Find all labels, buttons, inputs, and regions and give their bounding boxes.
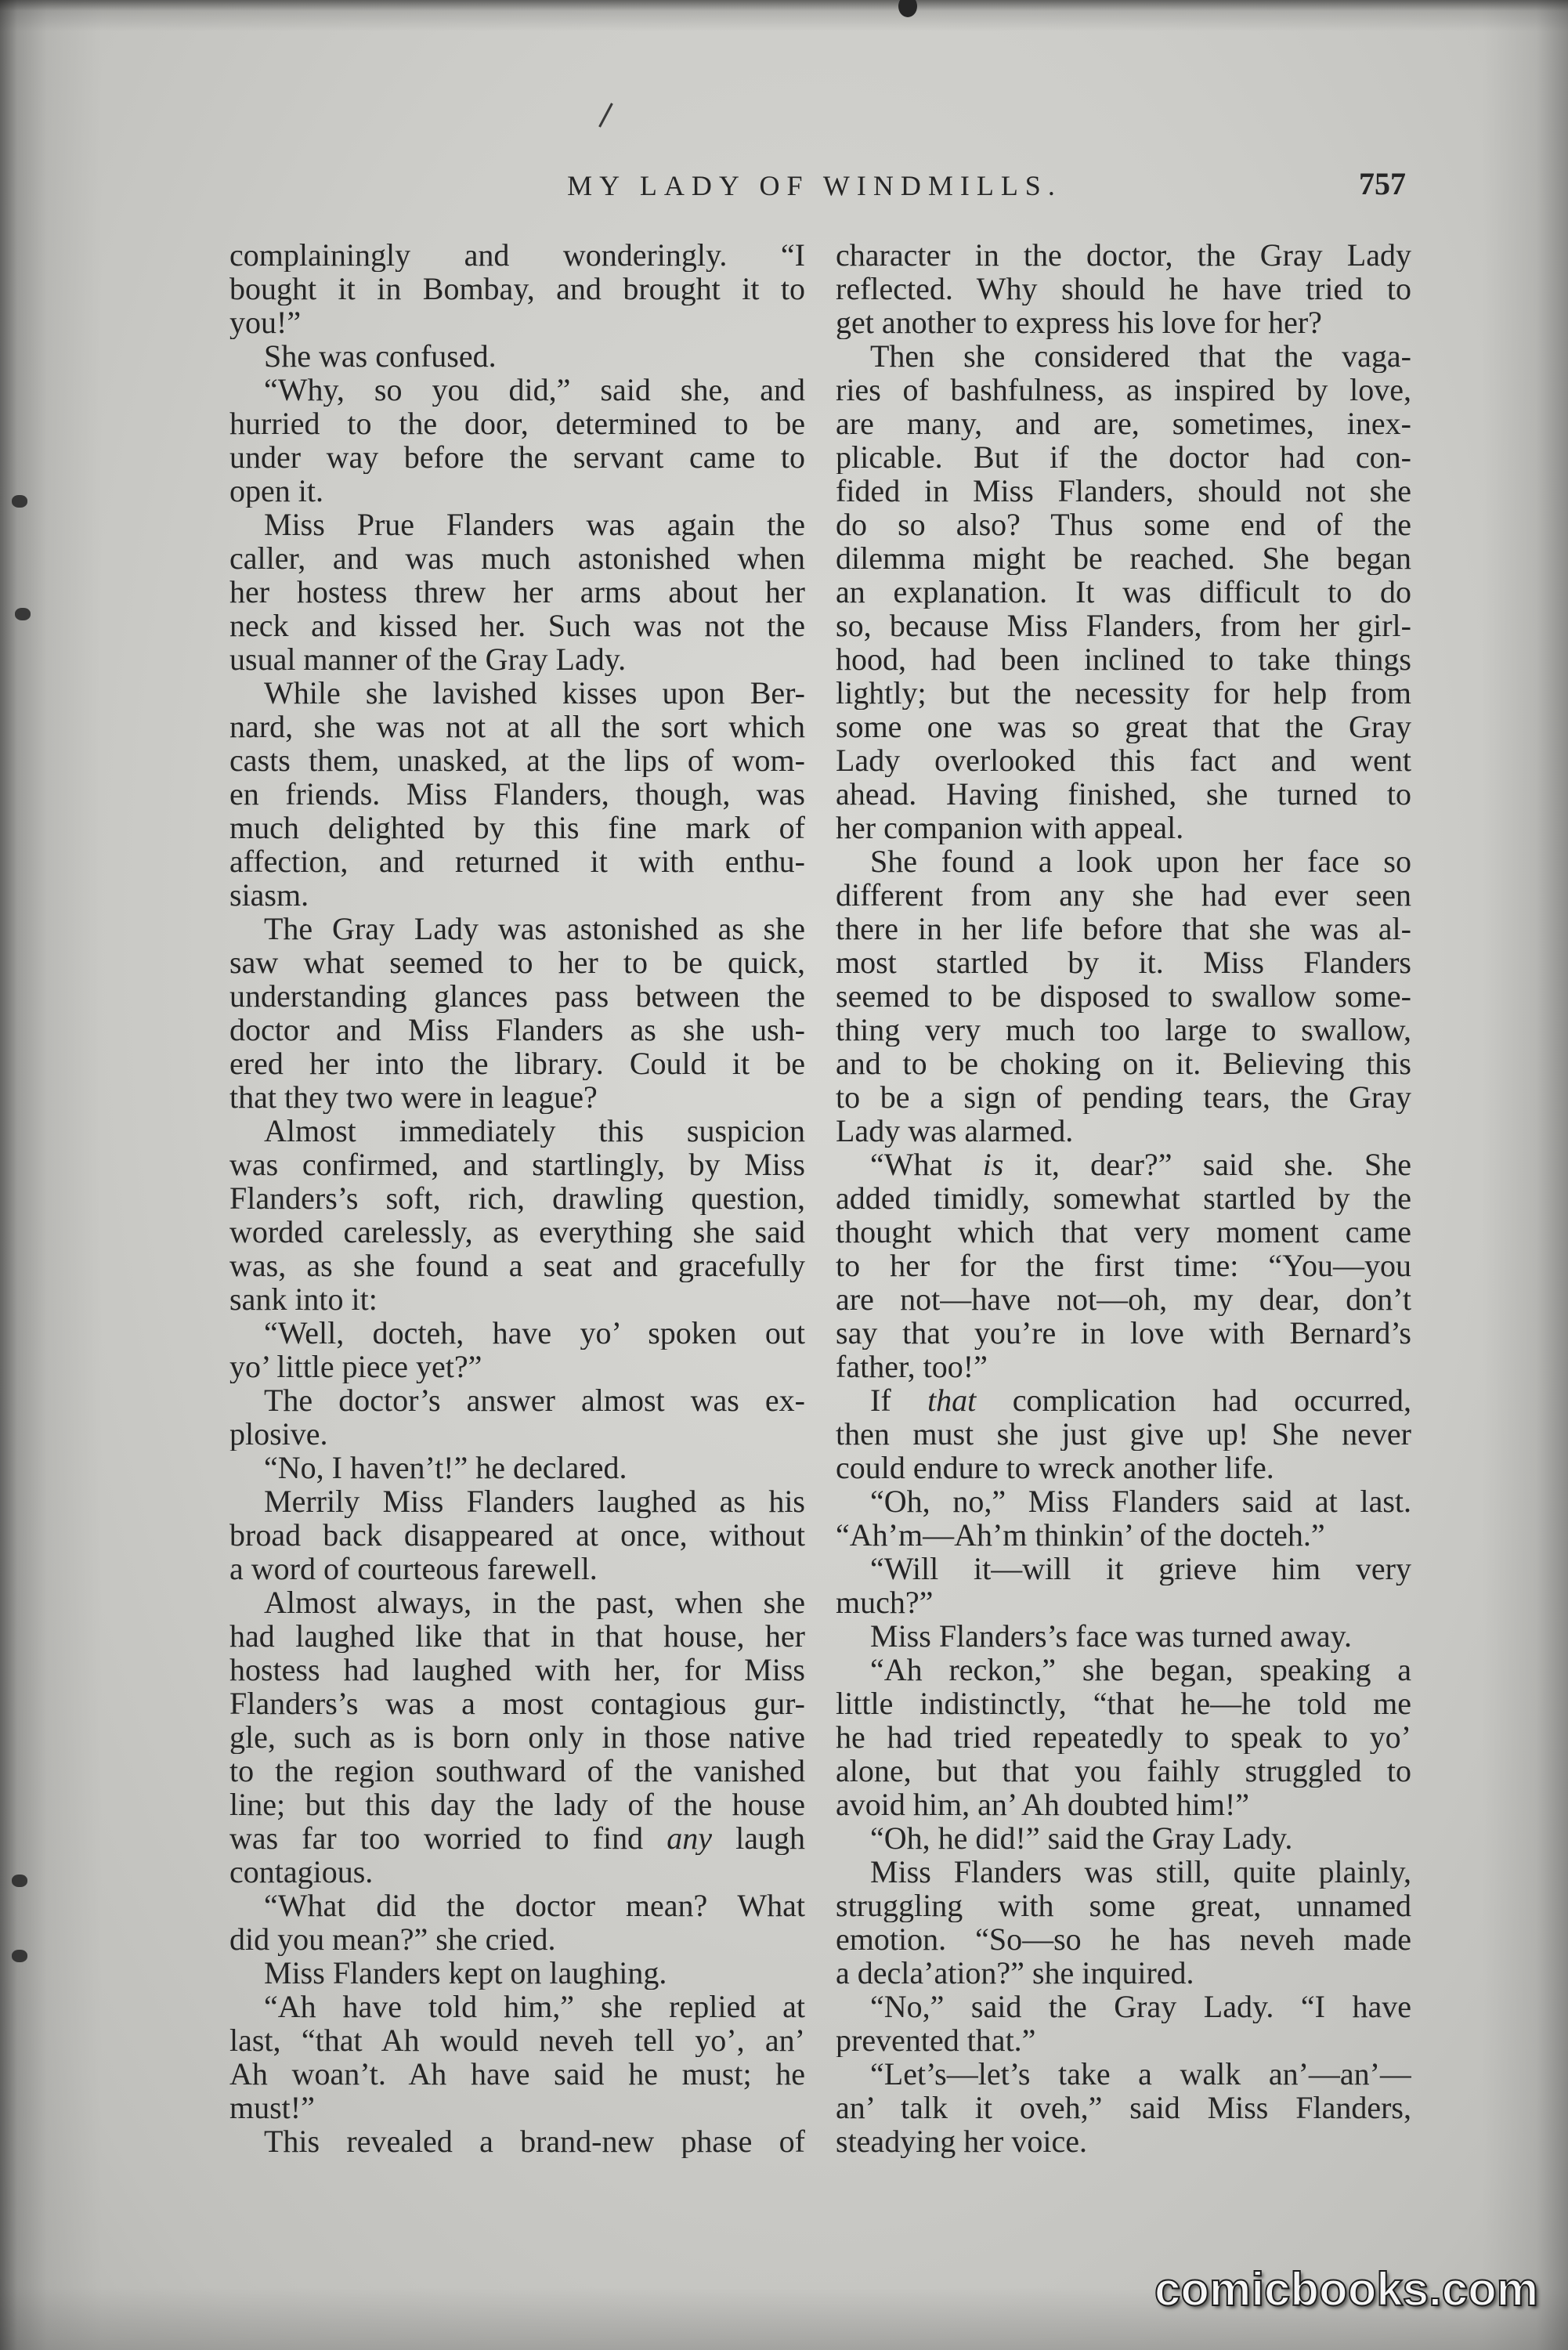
text-line: so, because Miss Flanders, from her girl- [836, 609, 1411, 642]
text-line: was confirmed, and startlingly, by Miss [229, 1148, 805, 1181]
text-line: neck and kissed her. Such was not the [229, 609, 805, 642]
text-line: “Oh, he did!” said the Gray Lady. [870, 1821, 1293, 1855]
text-line: some one was so great that the Gray [836, 710, 1411, 743]
text-line: en friends. Miss Flanders, though, was [229, 777, 805, 811]
text-line: added timidly, somewhat startled by the [836, 1181, 1411, 1215]
text-line: Merrily Miss Flanders laughed as his [264, 1484, 805, 1518]
paragraph [229, 2124, 805, 2158]
text-line: an’ talk it oveh,” said Miss Flanders, [836, 2091, 1411, 2124]
paragraph [229, 1383, 805, 1451]
text-line: hurried to the door, determined to be [229, 407, 805, 440]
text-line: a word of courteous farewell. [229, 1552, 598, 1585]
text-line: character in the doctor, the Gray Lady [836, 238, 1411, 272]
text-line: did you mean?” she cried. [229, 1922, 556, 1956]
paragraph [836, 1821, 1411, 1855]
text-line: saw what seemed to her to be quick, [229, 945, 805, 979]
text-line [229, 1821, 805, 1855]
text-segment: was far too worried to find [229, 1821, 667, 1855]
paragraph [229, 1585, 805, 1889]
text-line: and to be choking on it. Believing this [836, 1047, 1411, 1080]
paragraph [836, 1990, 1411, 2057]
text-line: nard, she was not at all the sort which [229, 710, 805, 743]
running-title: MY LADY OF WINDMILLS. [567, 170, 1062, 201]
text-line: open it. [229, 474, 323, 508]
text-line: worded carelessly, as everything she said [229, 1215, 805, 1249]
text-line: her companion with appeal. [836, 811, 1184, 844]
text-line: lightly; but the necessity for help from [836, 676, 1411, 710]
text-line: steadying her voice. [836, 2124, 1087, 2158]
text-line: Then she considered that the vaga- [870, 339, 1411, 373]
text-line: struggling with some great, unnamed [836, 1889, 1411, 1922]
paragraph [229, 1451, 805, 1484]
text-line: ahead. Having finished, she turned to [836, 777, 1411, 811]
text-line: there in her life before that she was al- [836, 912, 1411, 945]
text-line: thing very much too large to swallow, [836, 1013, 1411, 1047]
text-line: to the region southward of the vanished [229, 1754, 805, 1788]
paragraph [836, 1653, 1411, 1821]
page-edge-notch [898, 0, 917, 17]
text-line: that they two were in league? [229, 1080, 598, 1114]
paragraph [836, 238, 1411, 339]
binding-hole-mark [15, 608, 31, 620]
page-number: 757 [1359, 166, 1406, 201]
text-line: “Ah’m—Ah’m thinkin’ of the docteh.” [836, 1518, 1325, 1552]
text-line: get another to express his love for her? [836, 306, 1322, 339]
italic-word: any [667, 1821, 713, 1855]
text-line: sank into it: [229, 1282, 378, 1316]
text-line: much delighted by this fine mark of [229, 811, 805, 844]
text-line: Lady overlooked this fact and went [836, 743, 1411, 777]
text-line: Flanders’s was a most contagious gur- [229, 1687, 805, 1720]
text-line: dilemma might be reached. She began [836, 541, 1411, 575]
text-line: “Ah reckon,” she began, speaking a [870, 1653, 1411, 1687]
text-line: “Let’s—let’s take a walk an’—an’— [870, 2057, 1411, 2091]
text-line: much?” [836, 1585, 934, 1619]
paragraph [229, 1114, 805, 1316]
italic-word: that [927, 1383, 977, 1417]
text-line: Flanders’s soft, rich, drawling question, [229, 1181, 805, 1215]
text-line: “Why, so you did,” said she, and [264, 373, 805, 407]
text-line: to her for the first time: “You—you [836, 1249, 1411, 1282]
text-line: plosive. [229, 1417, 328, 1451]
paragraph [229, 373, 805, 508]
text-line: an explanation. It was difficult to do [836, 575, 1411, 609]
text-line: Ah woan’t. Ah have said he must; he [229, 2057, 805, 2091]
text-line: are many, and are, sometimes, inex- [836, 407, 1411, 440]
text-line: “Ah have told him,” she replied at [264, 1990, 805, 2023]
text-line: had laughed like that in that house, her [229, 1619, 805, 1653]
text-line [836, 1148, 1411, 1181]
watermark-logo: comicbooks.com [1154, 2263, 1539, 2316]
text-segment: If [870, 1383, 928, 1417]
text-line: usual manner of the Gray Lady. [229, 642, 627, 676]
text-line: broad back disappeared at once, without [229, 1518, 805, 1552]
text-line: he had tried repeatedly to speak to yo’ [836, 1720, 1411, 1754]
paragraph [229, 676, 805, 912]
text-line: her hostess threw her arms about her [229, 575, 805, 609]
paragraph [836, 1619, 1411, 1653]
text-line: Almost immediately this suspicion [264, 1114, 805, 1148]
text-line: complainingly and wonderingly. “I [229, 238, 805, 272]
text-line: father, too!” [836, 1350, 988, 1383]
text-segment: “What [870, 1148, 983, 1181]
paragraph [836, 1148, 1411, 1383]
text-line: “No, I haven’t!” he declared. [264, 1451, 627, 1484]
paragraph [836, 2057, 1411, 2158]
text-line: a decla’ation?” she inquired. [836, 1956, 1194, 1990]
text-line: affection, and returned it with enthu- [229, 844, 805, 878]
text-line: “What did the doctor mean? What [264, 1889, 805, 1922]
text-line: Miss Flanders’s face was turned away. [870, 1619, 1353, 1653]
binding-hole-mark [12, 1950, 27, 1962]
text-line: gle, such as is born only in those native [229, 1720, 805, 1754]
text-line: say that you’re in love with Bernard’s [836, 1316, 1411, 1350]
text-line: are not—have not—oh, my dear, don’t [836, 1282, 1411, 1316]
text-line: to be a sign of pending tears, the Gray [836, 1080, 1411, 1114]
text-line: line; but this day the lady of the house [229, 1788, 805, 1821]
right-column [836, 238, 1411, 2158]
italic-word: is [982, 1148, 1004, 1181]
text-line: bought it in Bombay, and brought it to [229, 272, 805, 306]
text-line: thought which that very moment came [836, 1215, 1411, 1249]
text-line: siasm. [229, 878, 309, 912]
text-line [836, 1383, 1411, 1417]
text-line: This revealed a brand-new phase of [264, 2124, 805, 2158]
text-line: little indistinctly, “that he—he told me [836, 1687, 1411, 1720]
paragraph [836, 844, 1411, 1148]
text-line: prevented that.” [836, 2023, 1036, 2057]
text-line: under way before the servant came to [229, 440, 805, 474]
paragraph [229, 508, 805, 676]
text-line: ries of bashfulness, as inspired by love, [836, 373, 1411, 407]
text-line: Lady was alarmed. [836, 1114, 1074, 1148]
text-line: alone, but that you faihly struggled to [836, 1754, 1411, 1788]
text-line: emotion. “So—so he has neveh made [836, 1922, 1411, 1956]
text-line: then must she just give up! She never [836, 1417, 1411, 1451]
text-line: “No,” said the Gray Lady. “I have [870, 1990, 1411, 2023]
text-line: most startled by it. Miss Flanders [836, 945, 1411, 979]
left-column [229, 238, 805, 2158]
text-line: Almost always, in the past, when she [264, 1585, 805, 1619]
paragraph [229, 339, 805, 373]
text-line: last, “that Ah would neveh tell yo’, an’ [229, 2023, 805, 2057]
paragraph [836, 339, 1411, 844]
text-line: Miss Flanders was still, quite plainly, [870, 1855, 1411, 1889]
text-line: Miss Prue Flanders was again the [264, 508, 805, 541]
text-line: The doctor’s answer almost was ex- [264, 1383, 805, 1417]
text-line: contagious. [229, 1855, 374, 1889]
paragraph [229, 1956, 805, 1990]
paragraph [229, 1316, 805, 1383]
text-line: do so also? Thus some end of the [836, 508, 1411, 541]
text-segment: it, dear?” said she. She [1003, 1148, 1411, 1181]
text-line: casts them, unasked, at the lips of wom- [229, 743, 805, 777]
text-line: could endure to wreck another life. [836, 1451, 1274, 1484]
text-line: “Oh, no,” Miss Flanders said at last. [870, 1484, 1411, 1518]
text-segment: laugh [712, 1821, 805, 1855]
text-line: The Gray Lady was astonished as she [264, 912, 805, 945]
paragraph [229, 1990, 805, 2124]
text-line: understanding glances pass between the [229, 979, 805, 1013]
binding-hole-mark [12, 1875, 27, 1887]
text-line: “Will it—will it grieve him very [870, 1552, 1411, 1585]
text-segment: complication had occurred, [976, 1383, 1411, 1417]
text-line: She was confused. [264, 339, 497, 373]
text-line: reflected. Why should he have tried to [836, 272, 1411, 306]
text-line: you!” [229, 306, 302, 339]
text-line: hostess had laughed with her, for Miss [229, 1653, 805, 1687]
text-line: ered her into the library. Could it be [229, 1047, 805, 1080]
paragraph [836, 1383, 1411, 1484]
text-line: “Well, docteh, have yo’ spoken out [264, 1316, 805, 1350]
text-line: different from any she had ever seen [836, 878, 1411, 912]
text-line: She found a look upon her face so [870, 844, 1411, 878]
paragraph [836, 1484, 1411, 1552]
text-line: must!” [229, 2091, 315, 2124]
text-line: hood, had been inclined to take things [836, 642, 1411, 676]
paragraph [229, 912, 805, 1114]
text-line: caller, and was much astonished when [229, 541, 805, 575]
text-line: fided in Miss Flanders, should not she [836, 474, 1411, 508]
paragraph [229, 238, 805, 339]
text-line: doctor and Miss Flanders as she ush- [229, 1013, 805, 1047]
pen-stroke-mark [598, 103, 613, 127]
text-line: was, as she found a seat and gracefully [229, 1249, 805, 1282]
text-line: avoid him, an’ Ah doubted him!” [836, 1788, 1250, 1821]
text-line: seemed to be disposed to swallow some- [836, 979, 1411, 1013]
text-line: While she lavished kisses upon Ber- [264, 676, 805, 710]
paragraph [229, 1484, 805, 1585]
paragraph [836, 1552, 1411, 1619]
text-line: Miss Flanders kept on laughing. [264, 1956, 667, 1990]
text-line: yo’ little piece yet?” [229, 1350, 482, 1383]
binding-hole-mark [12, 495, 27, 508]
paragraph [229, 1889, 805, 1956]
paragraph [836, 1855, 1411, 1990]
text-line: plicable. But if the doctor had con- [836, 440, 1411, 474]
